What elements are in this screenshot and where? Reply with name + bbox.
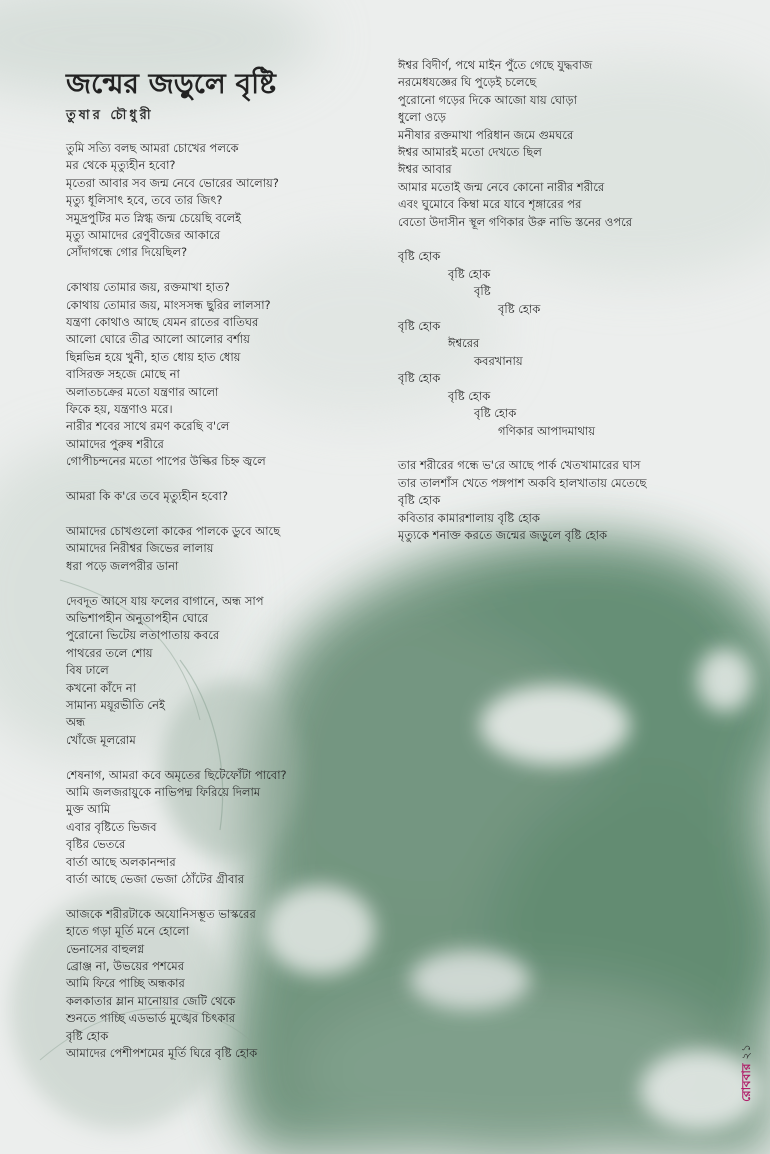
poem-line: ঈশ্বর আমারই মতো দেখতে ছিল — [398, 145, 542, 160]
poem-line: সামান্য ময়ূরভীতি নেই — [66, 697, 165, 712]
page-footer — [733, 1018, 759, 1128]
poem-line: কোথায় তোমার জয়, রক্তমাখা হাত? — [66, 280, 230, 295]
poem-line: গণিকার আপাদমাথায় — [498, 423, 596, 438]
stanza — [66, 906, 386, 1063]
poem-line: কবিতার কামারশালায় বৃষ্টি হোক — [398, 510, 540, 525]
page-number: ২১ — [739, 1044, 753, 1060]
poem-line: বৃষ্টির ভেতরে — [66, 837, 126, 852]
poem-line: কবরখানায় — [474, 353, 523, 368]
poem-line: নরমেধযজ্ঞের ঘি পুড়েই চলেছে — [398, 75, 537, 90]
poem-title: জন্মের জড়ুলে বৃষ্টি — [66, 67, 276, 100]
poem-line: সমুদ্রপুটির মত স্নিগ্ধ জন্ম চেয়েছি বলেই — [66, 210, 242, 225]
stanza — [66, 593, 386, 750]
stanza — [66, 488, 386, 505]
stanza — [66, 523, 386, 575]
poem-line: ফিকে হয়, যন্ত্রণাও মরে। — [66, 402, 173, 417]
stanza — [398, 57, 728, 231]
poem-line: আমরা কি ক'রে তবে মৃত্যুহীন হবো? — [66, 489, 228, 504]
poem-line: পুরোনো ভিটেয় লতাপাতায় কবরে — [66, 628, 220, 643]
poem-line: খোঁজে মূলরোম — [66, 732, 136, 747]
poem-line: আমাদের পুরুষ শরীরে — [66, 436, 164, 451]
poem-line: বৃষ্টি হোক — [398, 249, 441, 264]
stanza — [66, 767, 386, 889]
poem-line: ধরা পড়ে জলপরীর ডানা — [66, 558, 179, 573]
poem-line: বৃষ্টি হোক — [498, 301, 541, 316]
poem-left-column — [66, 140, 386, 1080]
poem-line: মৃত্যুকে শনাক্ত করতে জন্মের জড়ুলে বৃষ্টি হোক — [398, 527, 608, 542]
poem-line: ঈশ্বরের — [448, 336, 480, 351]
stanza — [66, 140, 386, 262]
poem-line: বৃষ্টি হোক — [448, 388, 491, 403]
poem-author: তুষার চৌধুরী — [66, 108, 154, 123]
poem-line: বিষ ঢালে — [66, 663, 109, 678]
stanza — [66, 279, 386, 470]
poem-line: তুমি সত্যি বলছ আমরা চোখের পলকে — [66, 141, 239, 155]
poem-line: আমি জলজরায়ুকে নাভিপদ্ম ফিরিয়ে দিলাম — [66, 784, 261, 799]
poem-line: কলকাতার ম্লান মানোয়ার জেটি থেকে — [66, 993, 236, 1008]
poem-line: অভিশাপহীন অনুতাপহীন ঘোরে — [66, 610, 209, 625]
poem-line: মৃতেরা আবার সব জন্ম নেবে ভোরের আলোয়? — [66, 175, 279, 190]
poem-line: তার শরীরের গন্ধে ভ'রে আছে পার্ক খেতখামারের ঘাস — [398, 458, 641, 473]
poem-line: বৃষ্টি হোক — [398, 371, 441, 386]
poem-line: অন্ধ — [66, 715, 86, 730]
poem-line: হাতে গড়া মূর্তি মনে হোলো — [66, 924, 190, 939]
poem-line: বৃষ্টি হোক — [474, 406, 517, 421]
poem-line: মনীষার রক্তমাখা পরিধান জমে গুমঘরে — [398, 127, 574, 142]
poem-line: বৃষ্টি হোক — [398, 319, 441, 334]
magazine-name: রোববার — [739, 1063, 753, 1102]
poem-line: ঈশ্বর আবার — [398, 162, 452, 177]
poem-line: মুক্ত আমি — [66, 802, 111, 817]
poem-line: শেষনাগ, আমরা কবে অমৃতের ছিটেফোঁটা পাবো? — [66, 767, 287, 782]
poem-line: বেতো উদাসীন স্থূল গণিকার উরু নাভি স্তনের ওপরে — [398, 214, 633, 229]
poem-line: পাথরের তলে শোয় — [66, 645, 153, 660]
poem-line: ভেনাসের বাহুলগ্ন — [66, 941, 145, 956]
poem-line: শুনতে পাচ্ছি এডভার্ড মুঙ্খের চিৎকার — [66, 1011, 236, 1026]
poem-line: অলাতচক্রের মতো যন্ত্রণার আলো — [66, 384, 219, 399]
poem-line: এবার বৃষ্টিতে ভিজব — [66, 819, 157, 834]
poem-right-column — [398, 57, 728, 562]
poem-line: আমার মতোই জন্ম নেবে কোনো নারীর শরীরে — [398, 179, 605, 194]
poem-line: মর থেকে মৃত্যুহীন হবো? — [66, 158, 176, 173]
poem-line: পুরোনো গড়ের দিকে আজো যায় ঘোড়া — [398, 92, 577, 107]
poem-line: বাসিরক্ত সহজে মোছে না — [66, 367, 180, 382]
poem-line: মৃত্যু ধূলিসাৎ হবে, তবে তার জিৎ? — [66, 193, 223, 208]
poem-line: যন্ত্রণা কোথাও আছে যেমন রাতের বাতিঘর — [66, 315, 259, 330]
poem-line: বৃষ্টি হোক — [448, 266, 491, 281]
poem-line: মৃত্যু আমাদের রেণুবীজের আকারে — [66, 228, 221, 243]
poem-line: আমাদের চোখগুলো কাকের পালকে ডুবে আছে — [66, 523, 281, 538]
poem-line: কখনো কাঁদে না — [66, 680, 136, 695]
poem-line: এবং ঘুমোবে কিম্বা মরে যাবে শৃঙ্গারের পর — [398, 197, 582, 212]
poem-line: ব্রোঞ্জ না, উভয়ের পশমের — [66, 959, 185, 973]
poem-line: আজকে শরীরটাকে অযোনিসম্ভূত ভাস্করের — [66, 906, 256, 921]
poem-line: কোথায় তোমার জয়, মাংসসন্ধ ছুরির লালসা? — [66, 297, 271, 312]
stanza-rain — [398, 248, 728, 439]
poem-line: আলো ঘোরে তীব্র আলো আলোর বর্শায় — [66, 332, 250, 347]
poem-line: সোঁদাগন্ধে গোর দিয়েছিল? — [66, 245, 188, 260]
page-number-tab — [733, 1018, 759, 1128]
poem-line: আমাদের নিরীশ্বর জিভের লালায় — [66, 541, 214, 556]
poem-line: আমি ফিরে পাচ্ছি অন্ধকার — [66, 976, 185, 991]
poem-line: বৃষ্টি — [474, 284, 491, 299]
poem-line: ধুলো ওড়ে — [398, 110, 446, 125]
poem-line: বৃষ্টি হোক — [66, 1028, 109, 1043]
poem-line: ঈশ্বর বিদীর্ণ, পথে মাইন পুঁতে গেছে যুদ্ধবাজ — [398, 58, 593, 72]
poem-line: বার্তা আছে অলকানন্দার — [66, 854, 176, 869]
poem-line: বার্তা আছে ভেজা ভেজা ঠোঁটের গ্রীবার — [66, 871, 245, 886]
poem-line: ছিন্নভিন্ন হয়ে খুনী, হাত ধোয় হাত ধোয় — [66, 349, 241, 364]
poem-line: বৃষ্টি হোক — [398, 493, 441, 508]
poem-line: আমাদের পেশীপশমের মূর্তি ঘিরে বৃষ্টি হোক — [66, 1046, 258, 1061]
stanza — [398, 457, 728, 544]
poem-line: গোপীচন্দনের মতো পাপের উল্কির চিহ্ন জ্বলে — [66, 454, 266, 469]
poem-line: নারীর শবের সাথে রমণ করেছি ব'লে — [66, 419, 230, 434]
poem-line: দেবদূত আসে যায় ফলের বাগানে, অন্ধ সাপ — [66, 593, 264, 608]
poem-line: তার তালশাঁস খেতে পঙ্গপাশ অকবি হালখাতায় মেতেছে — [398, 475, 647, 490]
